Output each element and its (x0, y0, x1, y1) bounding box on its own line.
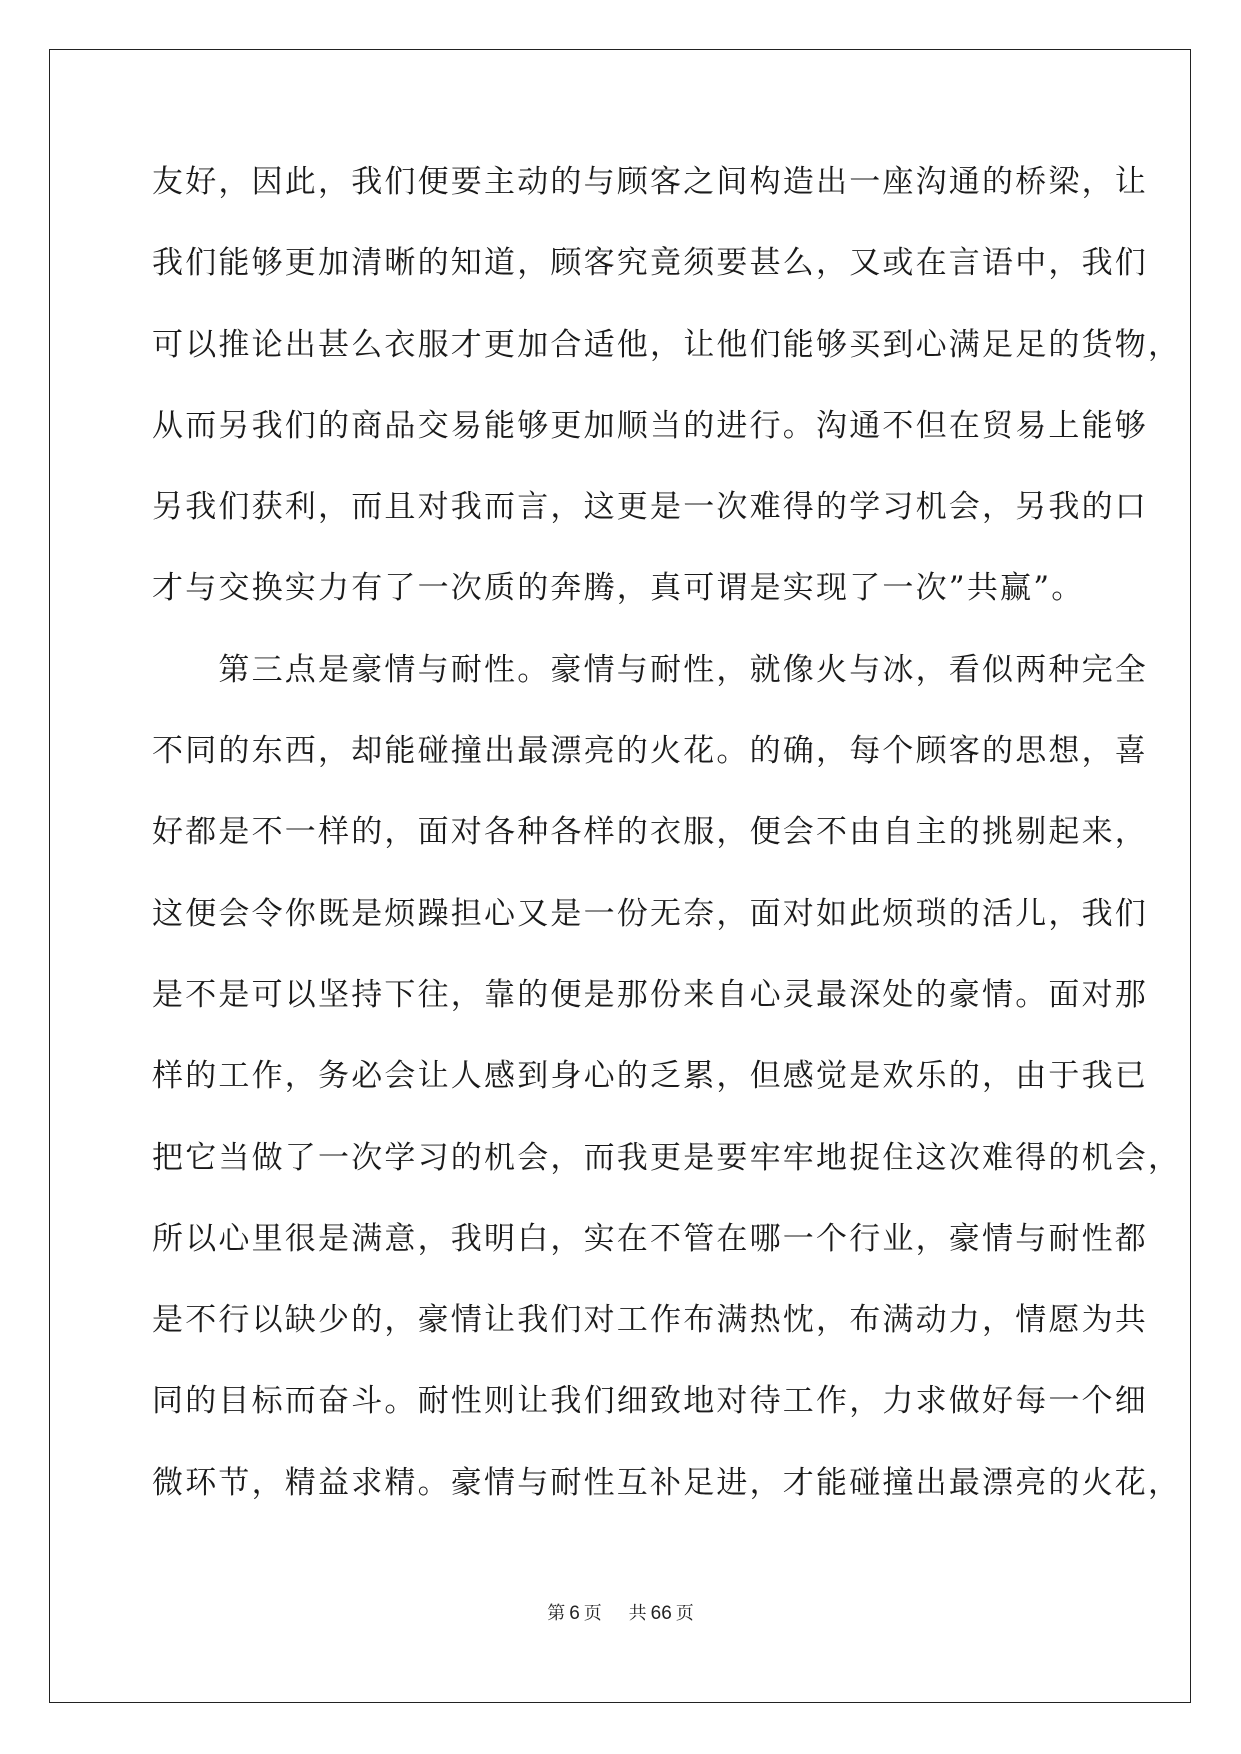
text-line: 是不是可以坚持下往，靠的便是那份来自心灵最深处的豪情。面对那 (152, 976, 1148, 1013)
text-line: 同的目标而奋斗。耐性则让我们细致地对待工作，力求做好每一个细 (152, 1383, 1148, 1420)
text-line: 可以推论出甚么衣服才更加合适他，让他们能够买到心满足足的货物， (152, 326, 1182, 363)
text-line: 把它当做了一次学习的机会，而我更是要牢牢地捉住这次难得的机会， (152, 1139, 1182, 1176)
page-label-suffix: 页 (583, 1603, 602, 1624)
text-line: 好都是不一样的，面对各种各样的衣服，便会不由自主的挑剔起来， (152, 814, 1148, 851)
text-line: 另我们获利，而且对我而言，这更是一次难得的学习机会，另我的口 (152, 489, 1148, 526)
text-line: 所以心里很是满意，我明白，实在不管在哪一个行业，豪情与耐性都 (152, 1220, 1148, 1257)
text-line: 不同的东西，却能碰撞出最漂亮的火花。的确，每个顾客的思想，喜 (152, 733, 1148, 770)
text-line: 是不行以缺少的，豪情让我们对工作布满热忱，布满动力，情愿为共 (152, 1302, 1148, 1339)
page-label-prefix: 第 (547, 1603, 566, 1624)
text-line: 从而另我们的商品交易能够更加顺当的进行。沟通不但在贸易上能够 (152, 407, 1148, 444)
text-line: 我们能够更加清晰的知道，顾客究竟须要甚么，又或在言语中，我们 (152, 245, 1148, 282)
page-number: 6 (569, 1603, 580, 1624)
page-footer (0, 1599, 1241, 1625)
total-label-suffix: 页 (675, 1603, 694, 1624)
text-line: 才与交换实力有了一次质的奔腾，真可谓是实现了一次”共赢”。 (152, 570, 1085, 607)
text-line: 友好，因此，我们便要主动的与顾客之间构造出一座沟通的桥梁，让 (152, 164, 1148, 200)
text-line: 微环节，精益求精。豪情与耐性互补足进，才能碰撞出最漂亮的火花， (152, 1464, 1182, 1501)
text-line: 这便会令你既是烦躁担心又是一份无奈，面对如此烦琐的活儿，我们 (152, 895, 1148, 932)
text-line: 样的工作，务必会让人感到身心的乏累，但感觉是欢乐的，由于我已 (152, 1058, 1148, 1095)
total-pages: 66 (650, 1603, 672, 1624)
total-label-prefix: 共 (628, 1603, 647, 1624)
document-body (152, 162, 1182, 1544)
text-line: 第三点是豪情与耐性。豪情与耐性，就像火与冰，看似两种完全 (152, 651, 1148, 688)
